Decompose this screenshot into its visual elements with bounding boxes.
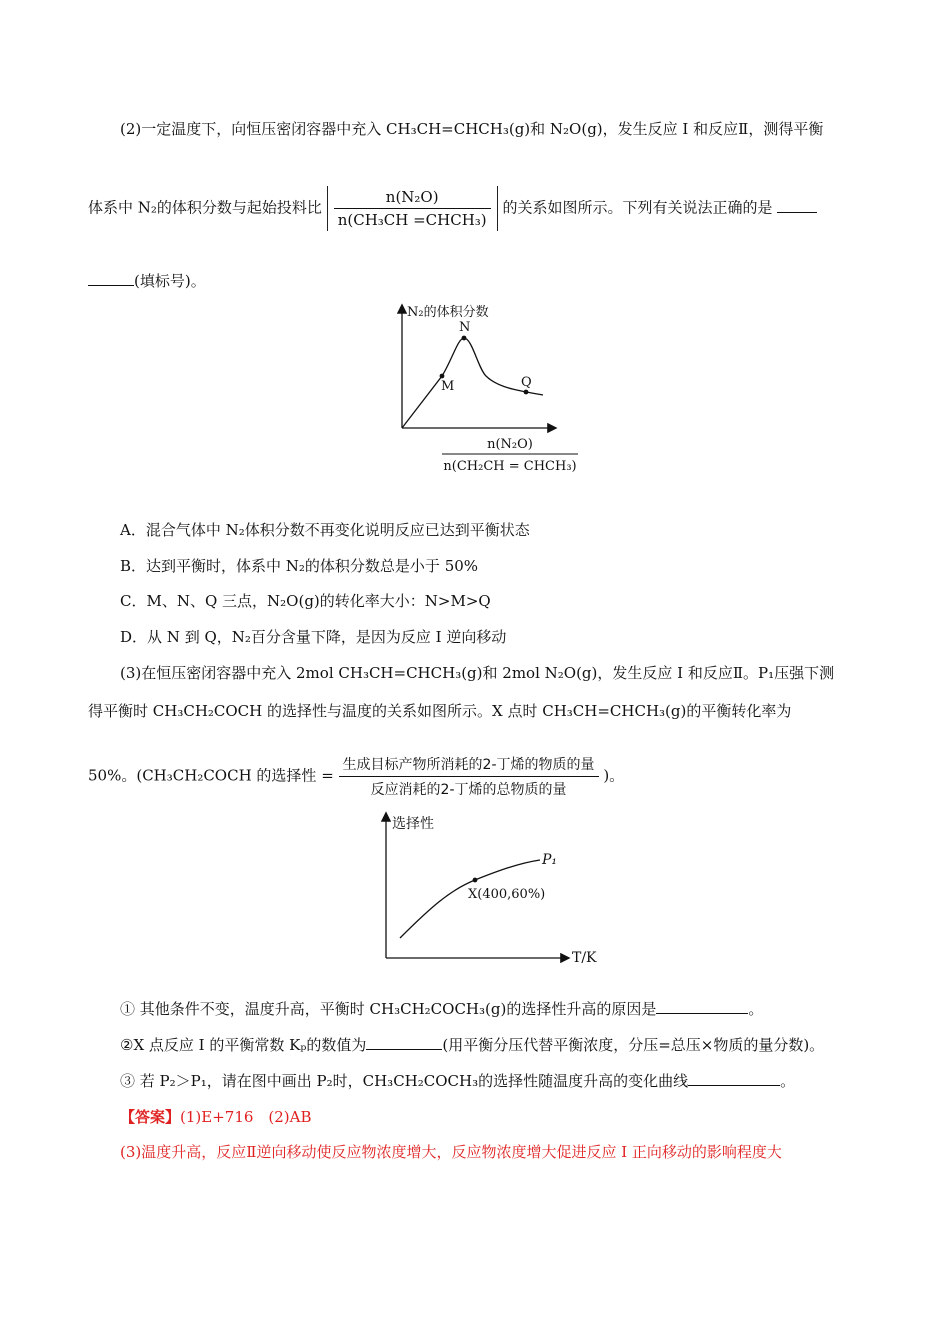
chart1-x-label-num: n(N₂O) — [487, 437, 533, 452]
subq-1-end: 。 — [748, 1000, 764, 1018]
answer-line1 — [120, 1106, 312, 1127]
subq-3-blank[interactable] — [688, 1085, 780, 1086]
answer-text: (1)E+716 (2)AB — [180, 1108, 312, 1126]
q2-line2 — [88, 186, 817, 231]
chart2-x-label: T/K — [572, 950, 597, 966]
point-n-label: N — [459, 320, 471, 335]
q3-line3-post: )。 — [603, 766, 625, 785]
chart-n2-fraction — [380, 298, 600, 483]
answer-blank[interactable] — [777, 212, 817, 213]
q2-line3 — [88, 270, 206, 291]
option-c: C．M、N、Q 三点，N₂O(g)的转化率大小：N>M>Q — [120, 592, 491, 610]
point-m-label: M — [441, 379, 455, 394]
subq-2-end: (用平衡分压代替平衡浓度，分压=总压×物质的量分数)。 — [442, 1036, 825, 1054]
p1-curve-label: P₁ — [542, 852, 558, 868]
point-q-label: Q — [521, 375, 532, 390]
chart2-y-label: 选择性 — [392, 816, 434, 832]
subq-3-end: 。 — [780, 1072, 796, 1090]
chart1-y-label: N₂的体积分数 — [407, 305, 489, 320]
point-n — [462, 336, 467, 341]
q3-line2: 得平衡时 CH₃CH₂COCH 的选择性与温度的关系如图所示。X 点时 CH₃CH=CHCH₃(g)的平衡转化率为 — [88, 702, 792, 720]
answer-blank-cont[interactable] — [88, 285, 134, 286]
q3-line3 — [88, 754, 624, 799]
feed-ratio-numerator: n(N₂O) — [334, 188, 491, 209]
option-a: A．混合气体中 N₂体积分数不再变化说明反应已达到平衡状态 — [120, 521, 530, 539]
chart1-x-label-den: n(CH₂CH = CHCH₃) — [443, 459, 577, 474]
selectivity-fraction — [339, 754, 599, 799]
subq-1 — [120, 998, 763, 1019]
point-x — [473, 878, 478, 883]
point-q — [524, 390, 529, 395]
q2-line3-text: (填标号)。 — [134, 272, 206, 290]
subq-2-text: ②X 点反应 I 的平衡常数 Kₚ的数值为 — [120, 1036, 367, 1054]
q3-line3-pre: 50%。(CH₃CH₂COCH 的选择性 = — [88, 766, 334, 785]
point-m — [440, 374, 445, 379]
feed-ratio-bracket — [327, 186, 498, 231]
option-b: B．达到平衡时，体系中 N₂的体积分数总是小于 50% — [120, 557, 479, 575]
point-x-label: X(400,60%) — [468, 887, 546, 902]
chart-selectivity — [370, 808, 610, 973]
subq-2-blank[interactable] — [366, 1049, 442, 1050]
subq-3 — [120, 1070, 795, 1091]
subq-1-blank[interactable] — [656, 1013, 748, 1014]
q3-line1: (3)在恒压密闭容器中充入 2mol CH₃CH=CHCH₃(g)和 2mol N₂O(g)，发生反应 I 和反应Ⅱ。P₁压强下测 — [120, 664, 835, 682]
selectivity-numerator: 生成目标产物所消耗的2-丁烯的物质的量 — [339, 754, 599, 777]
feed-ratio-fraction — [334, 188, 491, 229]
q2-line2-post: 的关系如图所示。下列有关说法正确的是 — [502, 198, 773, 217]
selectivity-denominator: 反应消耗的2-丁烯的总物质的量 — [370, 782, 567, 798]
option-d: D．从 N 到 Q，N₂百分含量下降，是因为反应 I 逆向移动 — [120, 628, 507, 646]
feed-ratio-denominator: n(CH₃CH =CHCH₃) — [337, 211, 487, 229]
answer-label: 【答案】 — [120, 1108, 181, 1126]
q2-line2-pre: 体系中 N₂的体积分数与起始投料比 — [88, 198, 322, 217]
subq-2 — [120, 1034, 824, 1055]
subq-1-text: ① 其他条件不变，温度升高，平衡时 CH₃CH₂COCH₃(g)的选择性升高的原因是 — [120, 1000, 657, 1018]
subq-3-text: ③ 若 P₂＞P₁，请在图中画出 P₂时，CH₃CH₂COCH₃的选择性随温度升高的变化曲线 — [120, 1072, 689, 1090]
answer-line2: (3)温度升高，反应Ⅱ逆向移动使反应物浓度增大，反应物浓度增大促进反应 I 正向移动的影响程度大 — [120, 1143, 782, 1161]
q2-line1: (2)一定温度下，向恒压密闭容器中充入 CH₃CH=CHCH₃(g)和 N₂O(g)，发生反应 I 和反应Ⅱ，测得平衡 — [120, 120, 824, 138]
